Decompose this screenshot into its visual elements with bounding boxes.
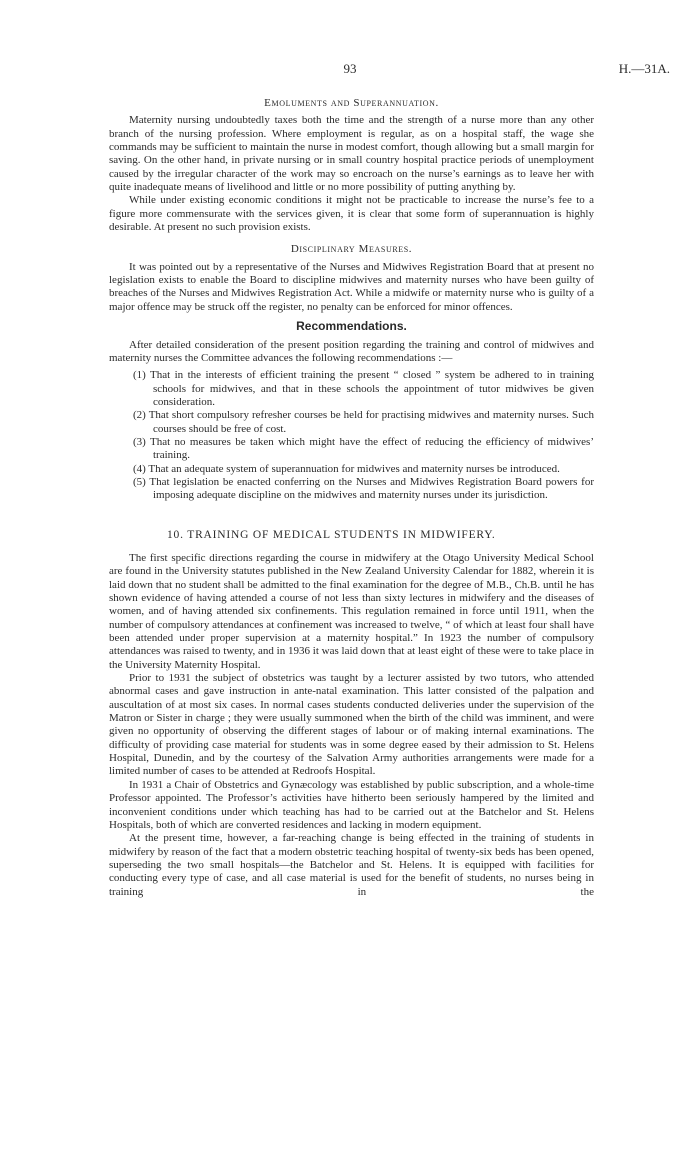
paragraph: Prior to 1931 the subject of obstetrics was taught by a lecturer assisted by two tutors, who attended abnormal cases and gave instruction in ante-natal examination. This latter consisted of the palpation and auscultation of at most six cases. In normal cases students conducted deliveries under the supervision of the Matron or Sister in charge ; they were usually summoned when the birth of the child was imminent, and were given no opportunity of observing the different stages of labour or of making internal examinations. The difficulty of providing case material for students was in some degree eased by their admission to St. Helens Hospital, Dunedin, and by the courtesy of the Salvation Army authorities arrangements were made for a limited number of cases to be attended at Redroofs Hospital. (109, 672, 594, 778)
list-item: (3) That no measures be taken which might have the effect of reducing the efficiency of midwives’ training. (133, 435, 594, 462)
paragraph: While under existing economic conditions it might not be practicable to increase the nurse’s fee to a figure more commensurate with the services given, it is clear that some form of superannuation is highly desirable. At present no such provision exists. (109, 194, 594, 234)
paragraph: Maternity nursing undoubtedly taxes both the time and the strength of a nurse more than any other branch of the nursing profession. Where employment is regular, as on a hospital staff, the wage she commands may be sufficient to maintain the nurse in modest comfort, though allowing but a small margin for saving. On the other hand, in private nursing or in small country hospital practice periods of unemployment caused by the irregular character of the work may so encroach on the nurse’s earnings as to leave her with quite inadequate means of livelihood and little or no more possibility of putting anything by. (109, 114, 594, 194)
section-heading-emoluments: Emoluments and Superannuation. (264, 97, 439, 109)
list-item: (5) That legislation be enacted conferring on the Nurses and Midwives Registration Board powers for imposing adequate discipline on the midwives and maternity nurses under its jurisdiction. (133, 475, 594, 502)
page-body (109, 94, 594, 899)
section-heading-disciplinary: Disciplinary Measures. (290, 243, 413, 256)
list-item: (1) That in the interests of efficient training the present “ closed ” system be adhered to in training schools for midwives, and that in these schools the appointment of tutor midwives be given consideration. (133, 369, 594, 408)
list-item: (4) That an adequate system of superannuation for midwives and maternity nurses be introduced. (133, 462, 560, 475)
paragraph: It was pointed out by a representative of the Nurses and Midwives Registration Board that at present no legislation exists to enable the Board to discipline midwives and maternity nurses who have been guilty of breaches of the Nurses and Midwives Registration Act. While a midwife or maternity nurse who is guilty of a major offence may be struck off the register, no penalty can be enforced for minor offences. (109, 260, 594, 313)
page-number: 93 (343, 61, 357, 76)
paragraph: In 1931 a Chair of Obstetrics and Gynæcology was established by public subscription, and a whole-time Professor appointed. The Professor’s activities have hitherto been seriously hampered by the limited and inconvenient conditions under which teaching has had to be carried out at the Batchelor and St. Helens Hospitals, both of which are converted residences and lacking in modern equipment. (109, 778, 594, 831)
paragraph: After detailed consideration of the present position regarding the training and control of midwives and maternity nurses the Committee advances the following recommendations :— (109, 338, 594, 364)
paragraph: At the present time, however, a far-reaching change is being effected in the training of students in midwifery by reason of the fact that a modern obstetric teaching hospital of twenty-six beds has been opened, superseding the two small hospitals—the Batchelor and St. Helens. It is equipped with facilities for conducting every type of case, and all case material is used for the benefit of students, no nurses being in training in the (109, 832, 594, 898)
recommendations-list (109, 369, 594, 502)
list-item: (2) That short compulsory refresher courses be held for practising midwives and maternity nurses. Such courses should be free of cost. (133, 409, 594, 435)
paragraph: The first specific directions regarding the course in midwifery at the Otago University Medical School are found in the University statutes published in the New Zealand University Calendar for 1882, wherein it is laid down that no student shall be admitted to the final examination for the degree of M.B., Ch.B. until he has shown evidence of having attended a course of not less than sixty lectures in midwifery and the diseases of women, and of having attended six confinements. This regulation remained in force until 1911, when the number of compulsory attendances at confinement was increased to twelve, “ of which at least four shall have been attended under proper supervision at a maternity hospital.” In 1923 the number of compulsory attendances was raised to twenty, and in 1936 it was laid down that at least eight of these were to take place in the University Maternity Hospital. (109, 551, 594, 671)
section-heading-recommendations: Recommendations. (296, 319, 407, 334)
document-reference: H.—31A. (618, 61, 670, 76)
section-heading-training: 10. TRAINING OF MEDICAL STUDENTS IN MIDWIFERY. (167, 528, 496, 541)
